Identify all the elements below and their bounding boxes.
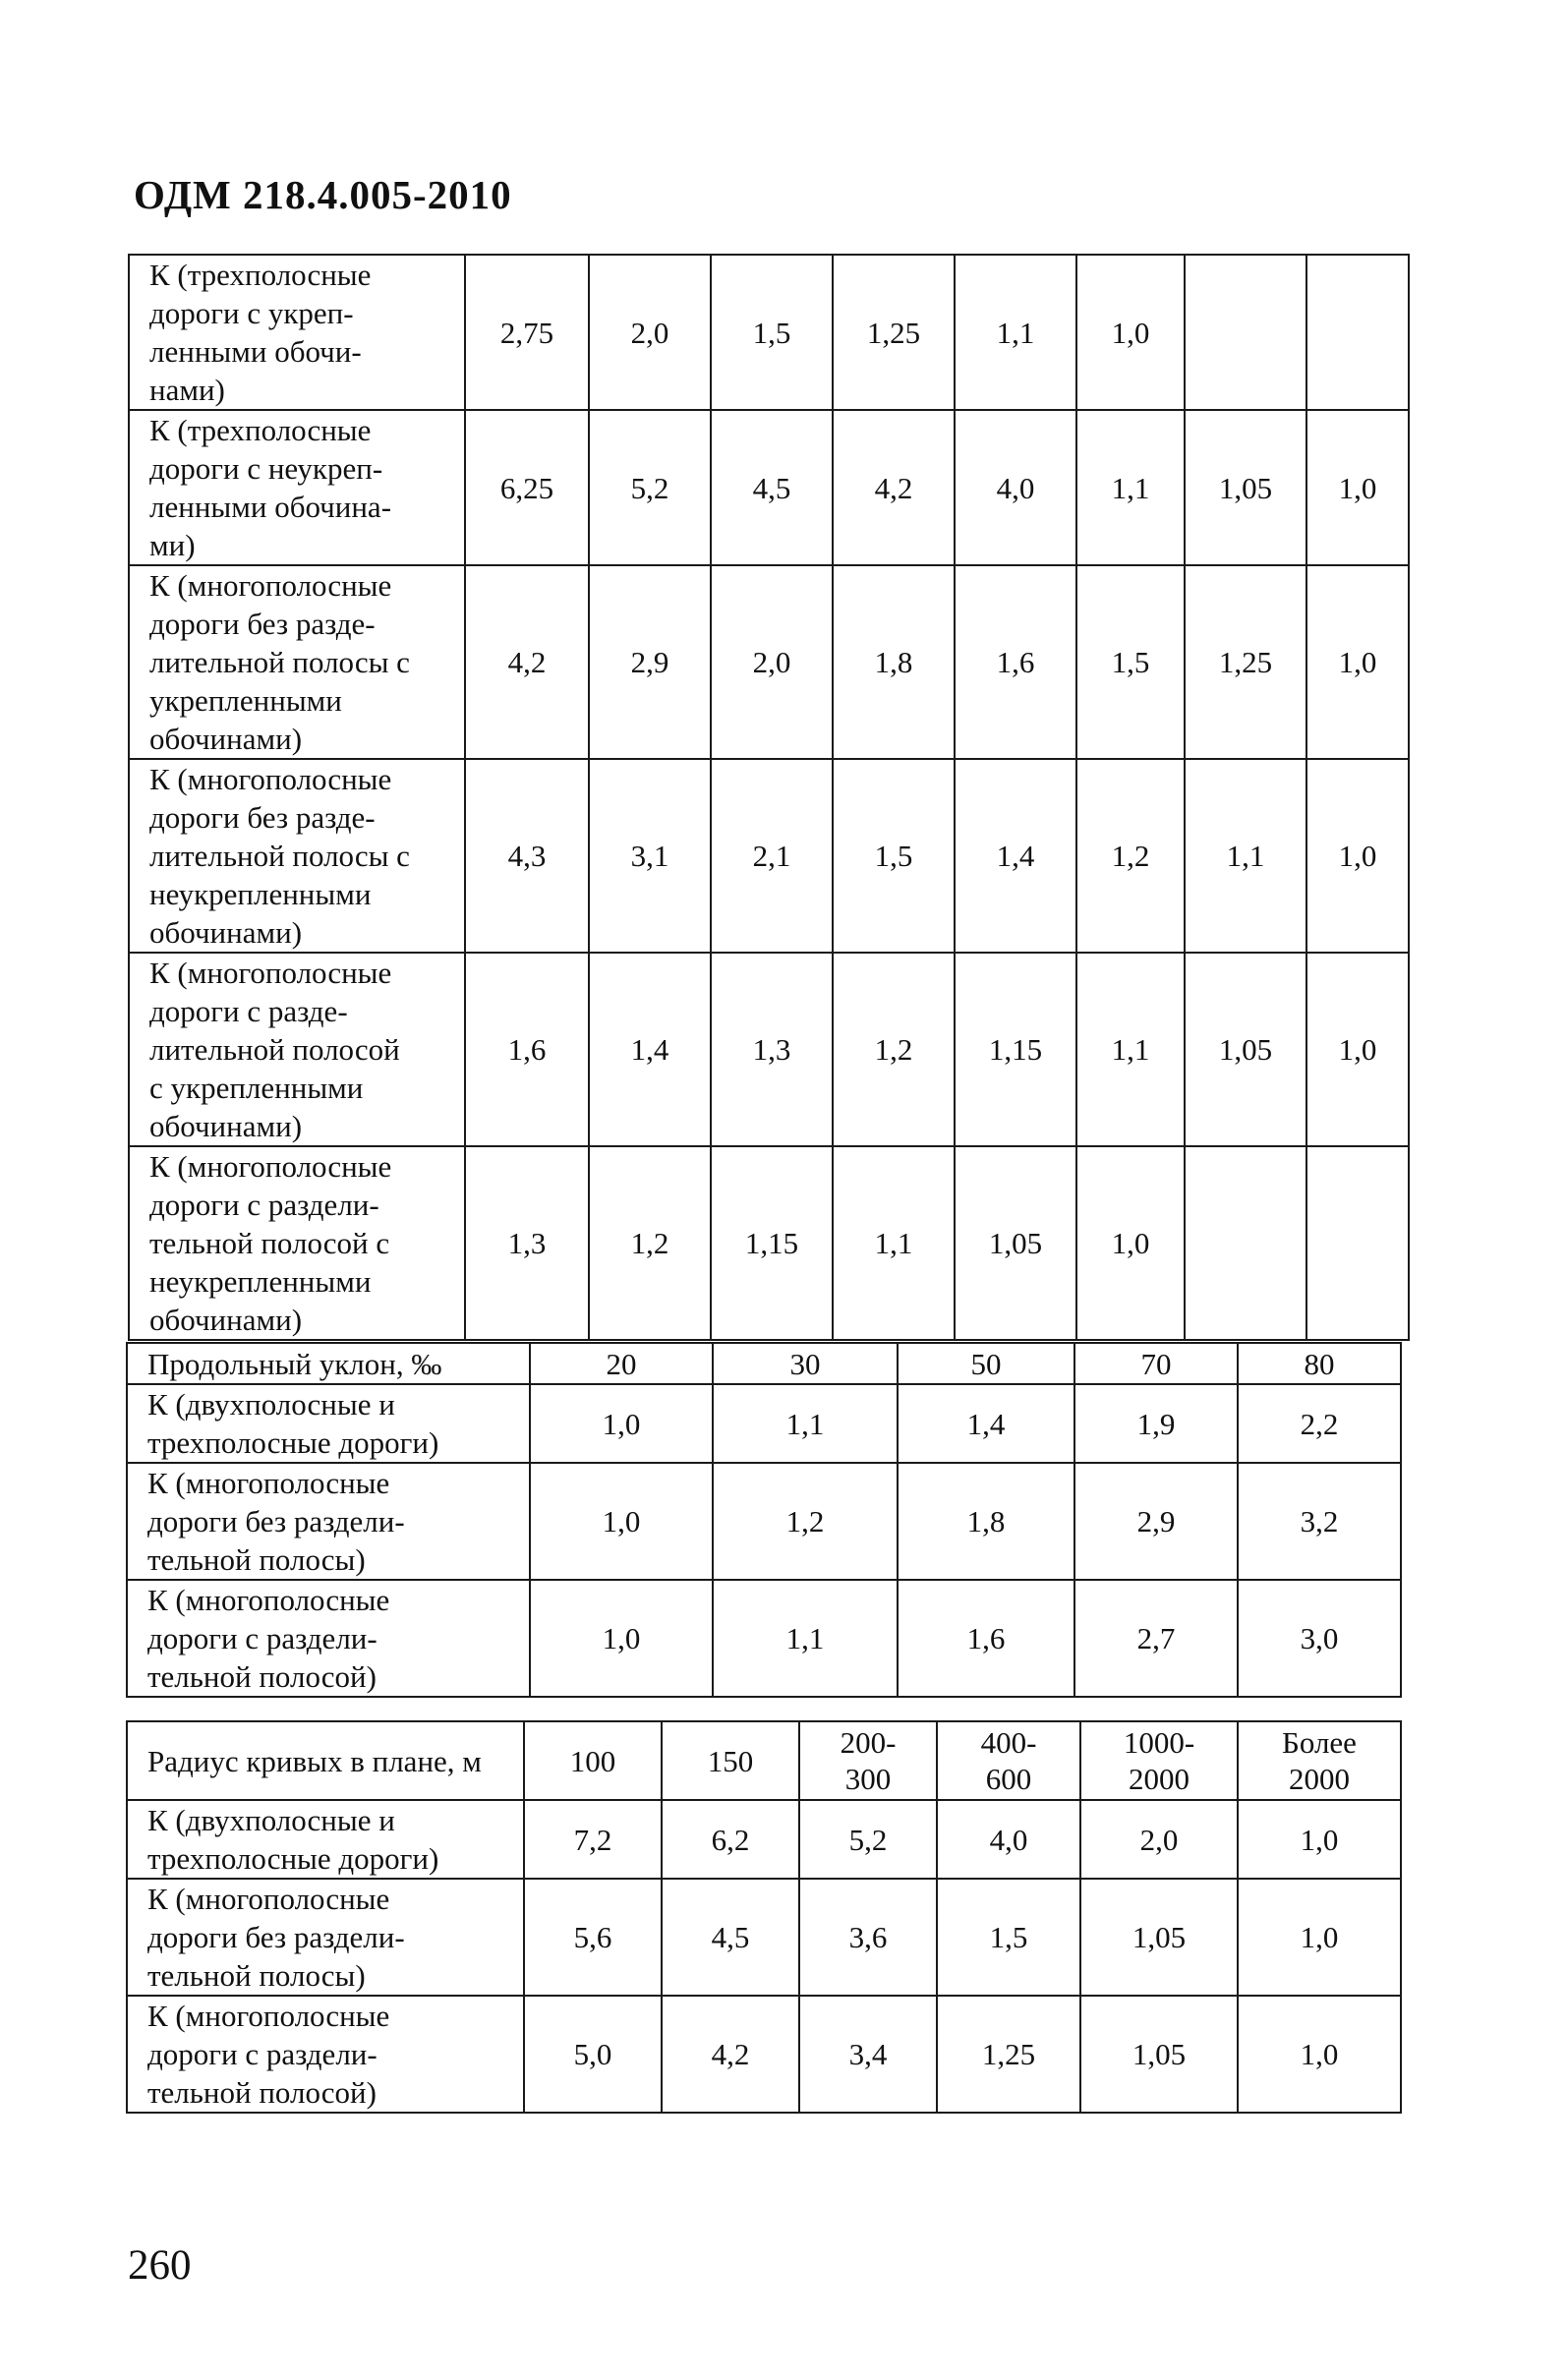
- table-cell: 1,2: [833, 953, 955, 1146]
- table-cell: 1,15: [955, 953, 1076, 1146]
- column-header: 80: [1238, 1343, 1401, 1384]
- table-cell: 4,5: [711, 410, 833, 565]
- row-label: К (многополосные дороги с раздели- тельной полосой с неукрепленными обочинами): [129, 1146, 465, 1340]
- table-cell: 4,0: [955, 410, 1076, 565]
- table-cell: 1,1: [955, 255, 1076, 410]
- table-cell: 1,6: [465, 953, 589, 1146]
- column-header: 100: [524, 1721, 662, 1800]
- table-cell: 1,0: [1238, 1879, 1401, 1996]
- table-cell: 4,0: [937, 1800, 1080, 1879]
- table-cell: 4,2: [662, 1996, 799, 2113]
- document-code-header: ОДМ 218.4.005-2010: [134, 172, 512, 217]
- table-cell: 2,0: [1080, 1800, 1238, 1879]
- table-cell: 1,4: [898, 1384, 1074, 1463]
- table-cell: 2,75: [465, 255, 589, 410]
- row-label: К (многополосные дороги с раздели- тельной полосой): [127, 1580, 530, 1697]
- row-label: К (многополосные дороги с разде- лительной полосой с укрепленными обочинами): [129, 953, 465, 1146]
- table-cell: 3,4: [799, 1996, 937, 2113]
- table-cell: 7,2: [524, 1800, 662, 1879]
- table-cell: 1,1: [1076, 953, 1185, 1146]
- table-cell: [1185, 1146, 1306, 1340]
- coefficient-table-longitudinal-slope: [126, 1342, 1402, 1698]
- table-cell: 1,6: [955, 565, 1076, 759]
- table-cell: 1,05: [1080, 1879, 1238, 1996]
- table-cell: 5,6: [524, 1879, 662, 1996]
- table-cell: 1,9: [1074, 1384, 1238, 1463]
- table-cell: 1,05: [955, 1146, 1076, 1340]
- column-header: 30: [713, 1343, 898, 1384]
- table-row: [129, 1146, 1409, 1340]
- row-label: К (двухполосные и трехполосные дороги): [127, 1384, 530, 1463]
- table-cell: 1,0: [1306, 953, 1409, 1146]
- row-label: К (многополосные дороги без разде- лительной полосы с неукрепленными обочинами): [129, 759, 465, 953]
- table-cell: 5,2: [799, 1800, 937, 1879]
- column-header: 150: [662, 1721, 799, 1800]
- row-label: К (двухполосные и трехполосные дороги): [127, 1800, 524, 1879]
- row-label: К (многополосные дороги с раздели- тельной полосой): [127, 1996, 524, 2113]
- page-number: 260: [128, 2242, 192, 2289]
- table-row: [129, 759, 1409, 953]
- table-cell: 1,25: [937, 1996, 1080, 2113]
- table-cell: 3,2: [1238, 1463, 1401, 1580]
- table-cell: 1,0: [1076, 1146, 1185, 1340]
- table-row: [127, 1879, 1401, 1996]
- table-cell: 1,15: [711, 1146, 833, 1340]
- coefficient-table-road-types: [128, 254, 1410, 1341]
- table-cell: 3,1: [589, 759, 711, 953]
- table-cell: 5,0: [524, 1996, 662, 2113]
- table-row: [129, 953, 1409, 1146]
- table-cell: 1,1: [1076, 410, 1185, 565]
- table-cell: 1,0: [530, 1580, 713, 1697]
- table-cell: 1,1: [1185, 759, 1306, 953]
- table-row: [129, 255, 1409, 410]
- table-cell: 1,05: [1185, 953, 1306, 1146]
- table-cell: 1,8: [898, 1463, 1074, 1580]
- table-cell: 1,5: [833, 759, 955, 953]
- table-cell: 1,0: [530, 1384, 713, 1463]
- column-header: Более 2000: [1238, 1721, 1401, 1800]
- table-cell: 6,25: [465, 410, 589, 565]
- column-header: 50: [898, 1343, 1074, 1384]
- table-cell: 1,3: [465, 1146, 589, 1340]
- table-cell: 1,0: [1238, 1800, 1401, 1879]
- column-header: 70: [1074, 1343, 1238, 1384]
- table-cell: 3,6: [799, 1879, 937, 1996]
- table-row: [129, 410, 1409, 565]
- table-cell: 6,2: [662, 1800, 799, 1879]
- row-label: К (многополосные дороги без разде- лительной полосы с укрепленными обочинами): [129, 565, 465, 759]
- table-cell: 2,0: [711, 565, 833, 759]
- column-header: 1000- 2000: [1080, 1721, 1238, 1800]
- coefficient-table-curve-radius: [126, 1720, 1402, 2114]
- table-cell: 5,2: [589, 410, 711, 565]
- table-cell: 1,1: [713, 1580, 898, 1697]
- table-cell: 1,4: [589, 953, 711, 1146]
- table-cell: 1,05: [1080, 1996, 1238, 2113]
- table-cell: 1,25: [1185, 565, 1306, 759]
- table-cell: 1,8: [833, 565, 955, 759]
- table-cell: 1,05: [1185, 410, 1306, 565]
- table-cell: 3,0: [1238, 1580, 1401, 1697]
- table-cell: 1,4: [955, 759, 1076, 953]
- table-cell: 1,25: [833, 255, 955, 410]
- table-row: [127, 1463, 1401, 1580]
- table-cell: 1,2: [1076, 759, 1185, 953]
- table-row: [127, 1800, 1401, 1879]
- table-row: [127, 1384, 1401, 1463]
- table-cell: 1,3: [711, 953, 833, 1146]
- table-row: [129, 565, 1409, 759]
- table-cell: 1,5: [937, 1879, 1080, 1996]
- column-header: 20: [530, 1343, 713, 1384]
- table-cell: 2,0: [589, 255, 711, 410]
- table-cell: 4,3: [465, 759, 589, 953]
- table-cell: 4,5: [662, 1879, 799, 1996]
- table-cell: 1,0: [1306, 410, 1409, 565]
- table-row: [127, 1580, 1401, 1697]
- table-cell: [1185, 255, 1306, 410]
- table-cell: 1,0: [1306, 565, 1409, 759]
- table-cell: 4,2: [833, 410, 955, 565]
- row-label: К (трехполосные дороги с неукреп- ленными обочина- ми): [129, 410, 465, 565]
- column-header-label: Продольный уклон, ‰: [127, 1343, 530, 1384]
- table-cell: 1,2: [589, 1146, 711, 1340]
- column-header: 200- 300: [799, 1721, 937, 1800]
- table-cell: 2,9: [1074, 1463, 1238, 1580]
- table-cell: 2,7: [1074, 1580, 1238, 1697]
- table-cell: 1,1: [713, 1384, 898, 1463]
- table-header-row: [127, 1721, 1401, 1800]
- table-header-row: [127, 1343, 1401, 1384]
- table-cell: 1,0: [530, 1463, 713, 1580]
- row-label: К (многополосные дороги без раздели- тельной полосы): [127, 1879, 524, 1996]
- table-row: [127, 1996, 1401, 2113]
- table-cell: 1,5: [711, 255, 833, 410]
- row-label: К (трехполосные дороги с укреп- ленными обочи- нами): [129, 255, 465, 410]
- table-cell: 1,2: [713, 1463, 898, 1580]
- table-cell: 2,2: [1238, 1384, 1401, 1463]
- table-cell: 2,9: [589, 565, 711, 759]
- table-cell: [1306, 255, 1409, 410]
- table-cell: 2,1: [711, 759, 833, 953]
- table-cell: 1,0: [1306, 759, 1409, 953]
- table-cell: [1306, 1146, 1409, 1340]
- row-label: К (многополосные дороги без раздели- тельной полосы): [127, 1463, 530, 1580]
- table-cell: 4,2: [465, 565, 589, 759]
- table-cell: 1,6: [898, 1580, 1074, 1697]
- table-cell: 1,0: [1238, 1996, 1401, 2113]
- table-cell: 1,5: [1076, 565, 1185, 759]
- table-cell: 1,0: [1076, 255, 1185, 410]
- column-header: 400- 600: [937, 1721, 1080, 1800]
- table-cell: 1,1: [833, 1146, 955, 1340]
- column-header-label: Радиус кривых в плане, м: [127, 1721, 524, 1800]
